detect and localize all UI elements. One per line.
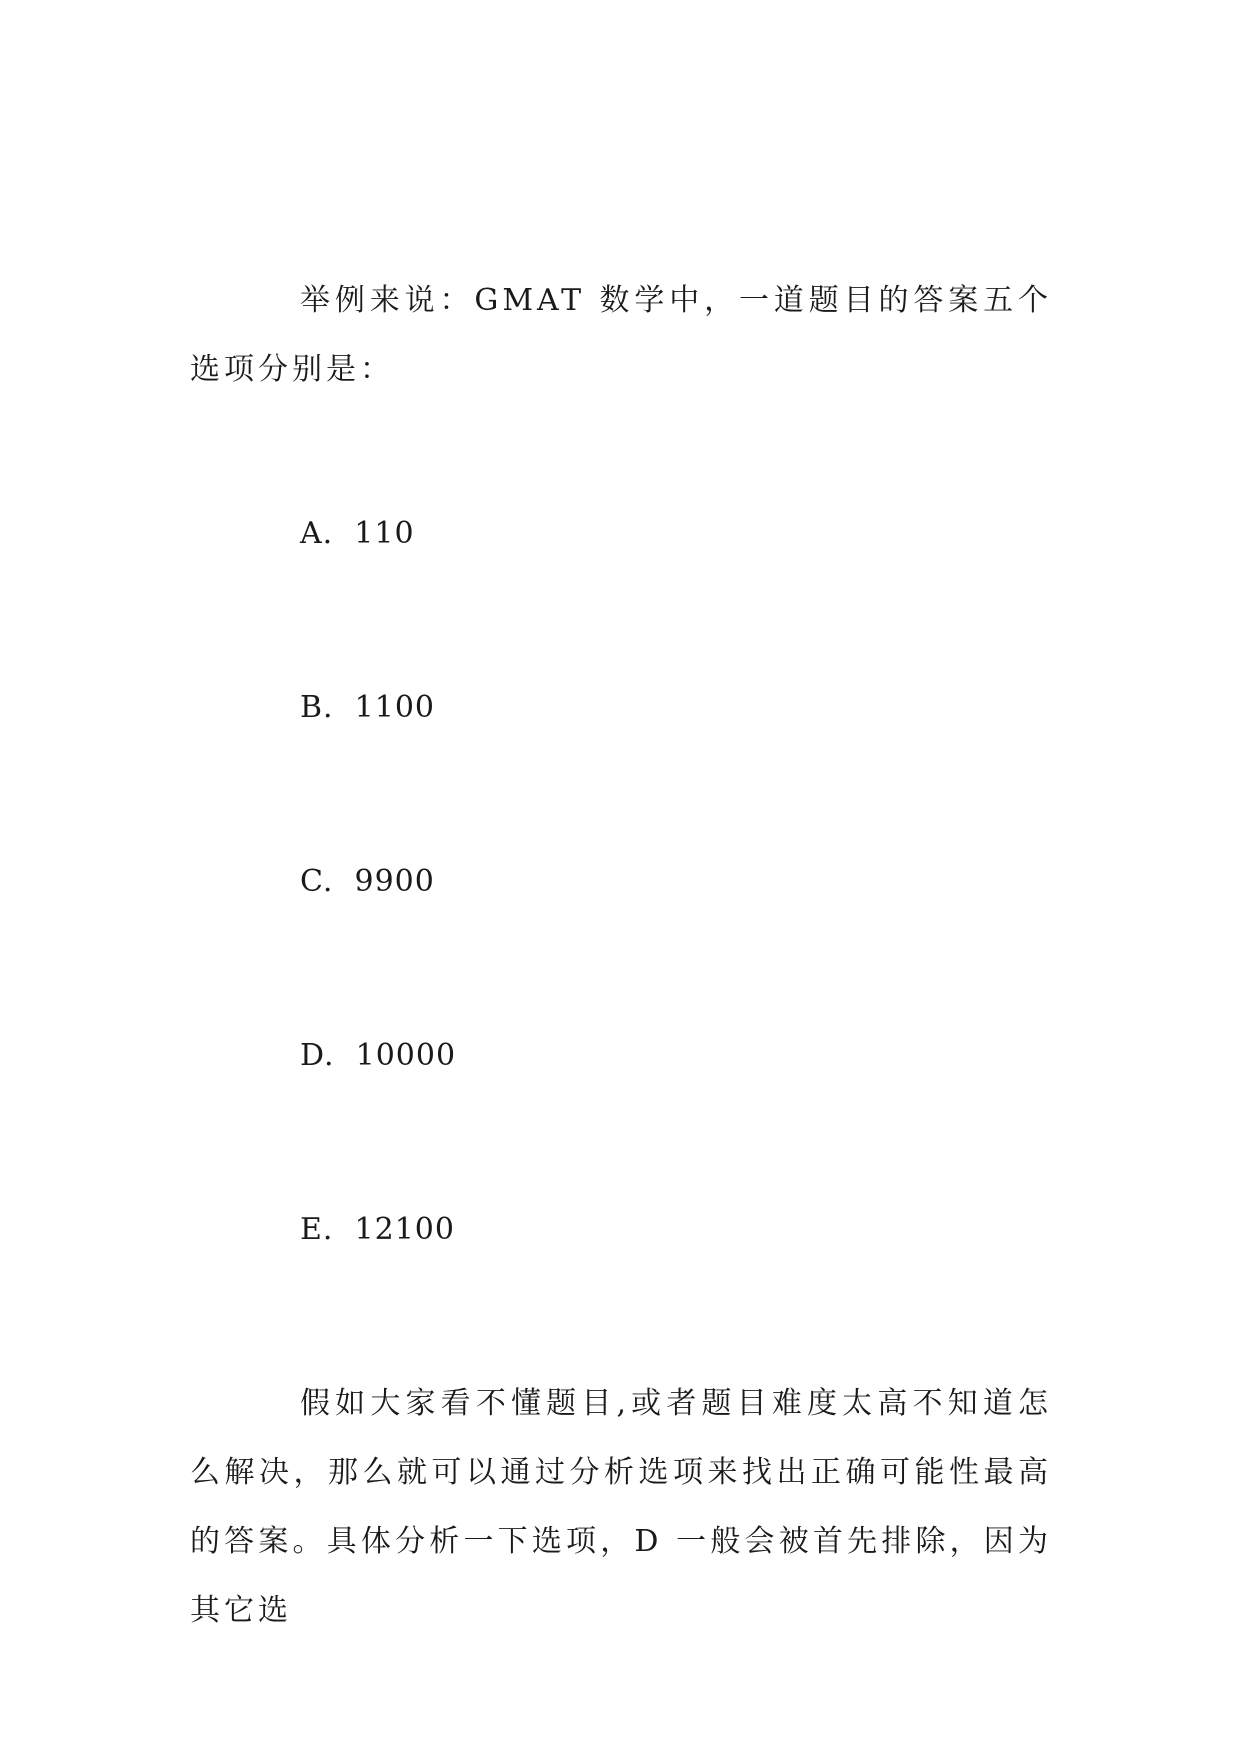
option-letter: E. xyxy=(300,1212,334,1247)
option-d xyxy=(300,1036,456,1076)
option-b xyxy=(300,688,435,728)
intro-paragraph: 举例来说：GMAT 数学中，一道题目的答案五个选项分别是： xyxy=(190,283,1052,387)
option-letter: B. xyxy=(300,690,334,725)
option-c xyxy=(300,862,435,902)
option-value: 10000 xyxy=(355,1038,457,1073)
analysis-paragraph: 假如大家看不懂题目,或者题目难度太高不知道怎么解决，那么就可以通过分析选项来找出正确可能性最高的答案。具体分析一下选项，D 一般会被首先排除，因为其它选 xyxy=(190,1386,1052,1628)
option-e xyxy=(300,1210,455,1250)
option-letter: D. xyxy=(300,1038,335,1073)
option-a xyxy=(300,514,415,554)
option-value: 110 xyxy=(354,516,415,551)
option-value: 12100 xyxy=(354,1212,455,1247)
option-letter: C. xyxy=(300,864,334,899)
option-value: 9900 xyxy=(354,864,435,899)
option-letter: A. xyxy=(300,516,334,551)
option-value: 1100 xyxy=(354,690,436,725)
